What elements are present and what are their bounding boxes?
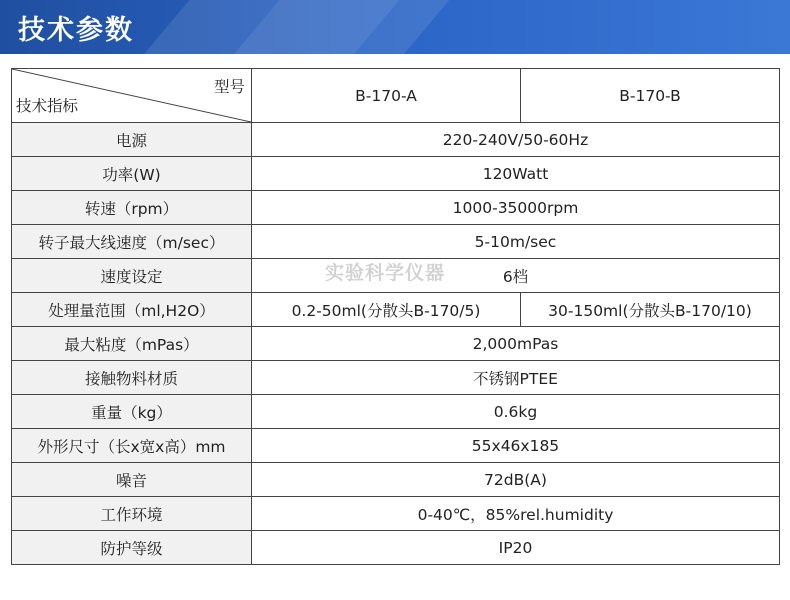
table-row	[12, 395, 780, 429]
row-label: 功率(W)	[12, 157, 252, 191]
row-label: 转速（rpm）	[12, 191, 252, 225]
table-row	[12, 327, 780, 361]
page-title: 技术参数	[18, 15, 134, 46]
watermark-text: 实验科学仪器	[325, 262, 446, 284]
table-row	[12, 225, 780, 259]
row-value: 120Watt	[252, 157, 780, 191]
row-label: 接触物料材质	[12, 361, 252, 395]
row-value: 5-10m/sec	[252, 225, 780, 259]
row-value-model-a: 0.2-50ml(分散头B-170/5)	[252, 293, 521, 327]
table-row	[12, 191, 780, 225]
table-row	[12, 293, 780, 327]
row-value: 0.6kg	[252, 395, 780, 429]
row-label: 噪音	[12, 463, 252, 497]
header-banner	[0, 0, 790, 54]
row-value: 220-240V/50-60Hz	[252, 123, 780, 157]
table-header-row	[12, 69, 780, 123]
row-label: 最大粘度（mPas）	[12, 327, 252, 361]
table-row	[12, 429, 780, 463]
row-label: 外形尺寸（长x宽x高）mm	[12, 429, 252, 463]
row-value-model-b: 30-150ml(分散头B-170/10)	[521, 293, 780, 327]
table-row	[12, 361, 780, 395]
row-label: 处理量范围（ml,H2O）	[12, 293, 252, 327]
row-value: 6档	[252, 259, 780, 293]
row-label: 电源	[12, 123, 252, 157]
row-value: 不锈钢PTEE	[252, 361, 780, 395]
row-value: 55x46x185	[252, 429, 780, 463]
row-value: IP20	[252, 531, 780, 565]
table-row	[12, 123, 780, 157]
table-row	[12, 463, 780, 497]
row-label: 速度设定	[12, 259, 252, 293]
model-header: B-170-A	[252, 69, 521, 123]
row-label: 重量（kg）	[12, 395, 252, 429]
row-value: 2,000mPas	[252, 327, 780, 361]
row-label: 工作环境	[12, 497, 252, 531]
row-value: 1000-35000rpm	[252, 191, 780, 225]
corner-model-label: 型号	[213, 78, 245, 96]
row-value: 0-40℃，85%rel.humidity	[252, 497, 780, 531]
model-header: B-170-B	[521, 69, 780, 123]
table-row	[12, 531, 780, 565]
row-label: 防护等级	[12, 531, 252, 565]
row-value: 72dB(A)	[252, 463, 780, 497]
corner-header-cell	[12, 69, 252, 123]
table-row	[12, 157, 780, 191]
corner-spec-label: 技术指标	[16, 97, 79, 115]
spec-table	[11, 68, 780, 565]
row-label: 转子最大线速度（m/sec）	[12, 225, 252, 259]
table-row	[12, 497, 780, 531]
